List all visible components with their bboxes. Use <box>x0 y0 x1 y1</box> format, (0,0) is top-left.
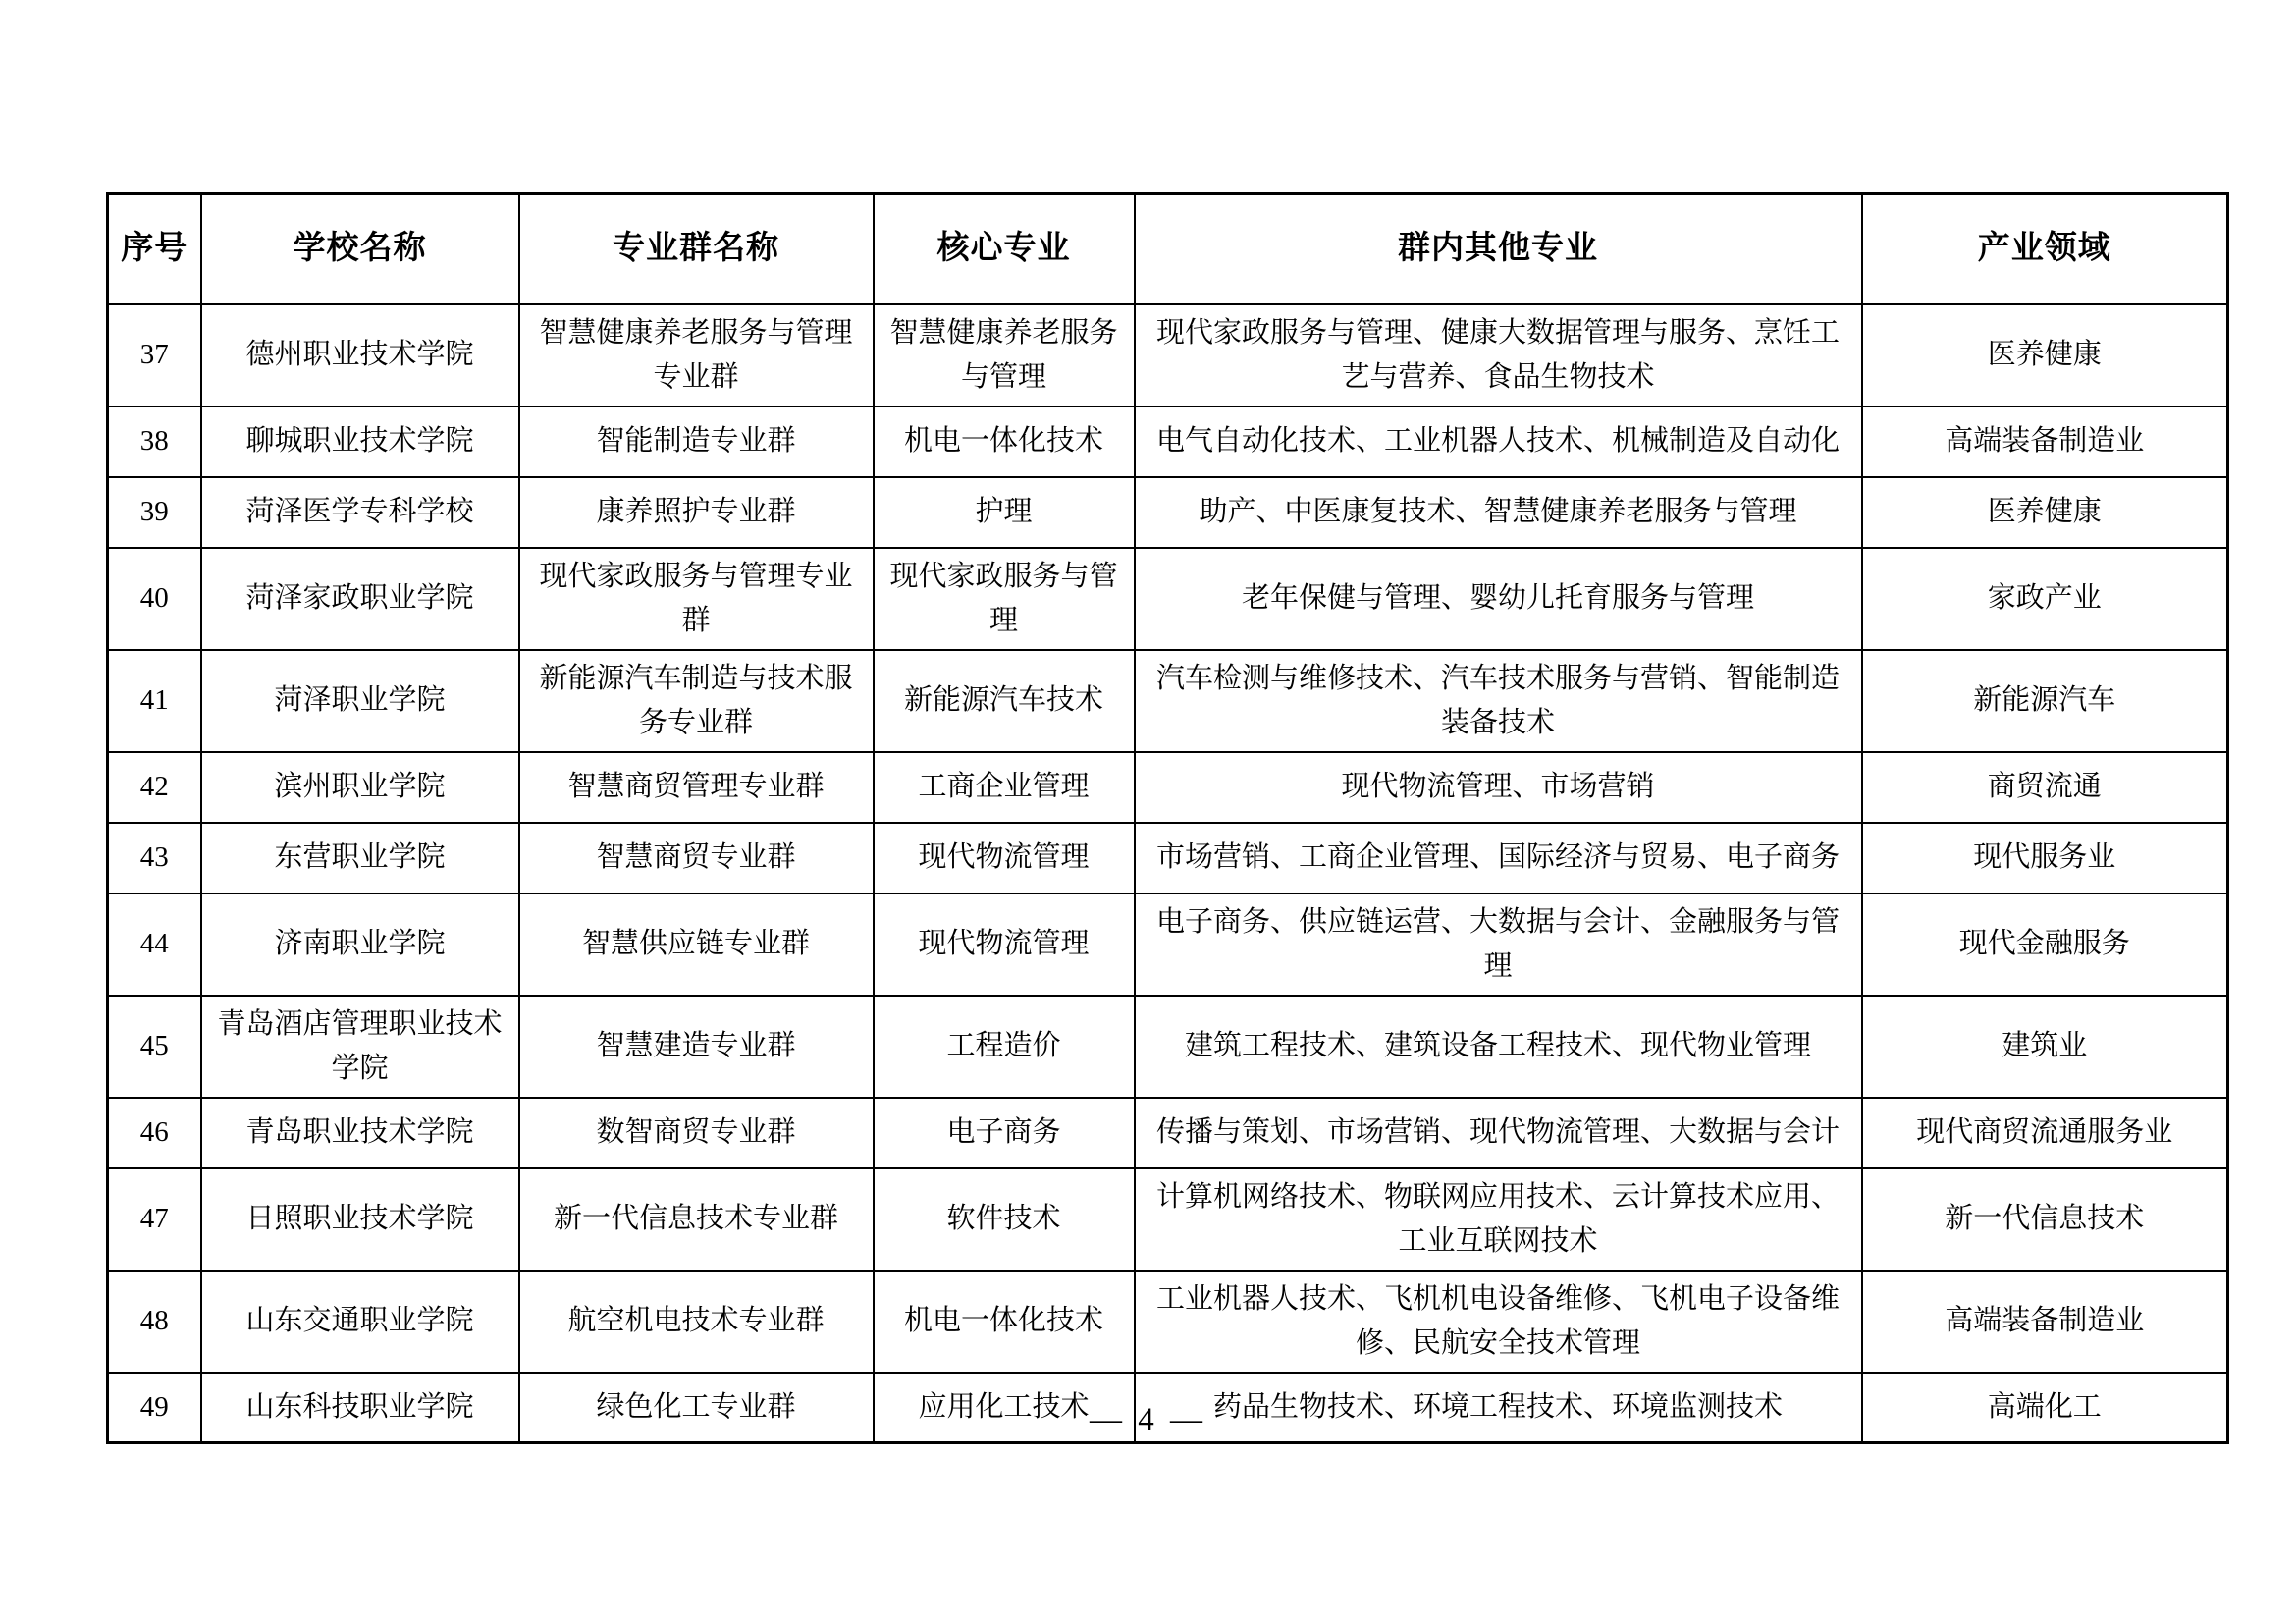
cell-others: 计算机网络技术、物联网应用技术、云计算技术应用、工业互联网技术 <box>1135 1168 1862 1271</box>
column-header-school: 学校名称 <box>201 194 519 304</box>
cell-others: 现代物流管理、市场营销 <box>1135 752 1862 823</box>
cell-industry: 家政产业 <box>1862 548 2228 650</box>
page-number: — 4 — <box>1090 1402 1206 1437</box>
cell-group: 智慧商贸专业群 <box>519 823 874 893</box>
cell-others: 市场营销、工商企业管理、国际经济与贸易、电子商务 <box>1135 823 1862 893</box>
cell-core: 现代物流管理 <box>874 823 1135 893</box>
column-header-group: 专业群名称 <box>519 194 874 304</box>
table-row <box>108 996 2228 1098</box>
table-row <box>108 548 2228 650</box>
cell-industry: 现代服务业 <box>1862 823 2228 893</box>
cell-school: 济南职业学院 <box>201 893 519 996</box>
cell-others: 现代家政服务与管理、健康大数据管理与服务、烹饪工艺与营养、食品生物技术 <box>1135 304 1862 406</box>
table-row <box>108 1168 2228 1271</box>
cell-school: 滨州职业学院 <box>201 752 519 823</box>
cell-core: 新能源汽车技术 <box>874 650 1135 752</box>
cell-others: 电子商务、供应链运营、大数据与会计、金融服务与管理 <box>1135 893 1862 996</box>
cell-others: 工业机器人技术、飞机机电设备维修、飞机电子设备维修、民航安全技术管理 <box>1135 1271 1862 1373</box>
cell-school: 菏泽职业学院 <box>201 650 519 752</box>
cell-no: 37 <box>108 304 201 406</box>
cell-school: 德州职业技术学院 <box>201 304 519 406</box>
cell-industry: 新能源汽车 <box>1862 650 2228 752</box>
cell-core: 电子商务 <box>874 1098 1135 1168</box>
cell-group: 航空机电技术专业群 <box>519 1271 874 1373</box>
cell-group: 新一代信息技术专业群 <box>519 1168 874 1271</box>
cell-group: 绿色化工专业群 <box>519 1373 874 1443</box>
cell-school: 山东科技职业学院 <box>201 1373 519 1443</box>
cell-core: 智慧健康养老服务与管理 <box>874 304 1135 406</box>
cell-school: 山东交通职业学院 <box>201 1271 519 1373</box>
cell-core: 工程造价 <box>874 996 1135 1098</box>
cell-no: 43 <box>108 823 201 893</box>
cell-group: 智慧供应链专业群 <box>519 893 874 996</box>
table-row <box>108 650 2228 752</box>
majors-table <box>106 192 2229 1444</box>
cell-industry: 高端装备制造业 <box>1862 406 2228 477</box>
cell-industry: 医养健康 <box>1862 477 2228 548</box>
cell-school: 聊城职业技术学院 <box>201 406 519 477</box>
cell-industry: 现代商贸流通服务业 <box>1862 1098 2228 1168</box>
cell-no: 47 <box>108 1168 201 1271</box>
cell-others: 建筑工程技术、建筑设备工程技术、现代物业管理 <box>1135 996 1862 1098</box>
cell-no: 48 <box>108 1271 201 1373</box>
cell-core: 应用化工技术 <box>874 1373 1135 1443</box>
table-row <box>108 1098 2228 1168</box>
cell-no: 42 <box>108 752 201 823</box>
cell-core: 现代家政服务与管理 <box>874 548 1135 650</box>
table-row <box>108 304 2228 406</box>
cell-industry: 新一代信息技术 <box>1862 1168 2228 1271</box>
cell-school: 菏泽家政职业学院 <box>201 548 519 650</box>
cell-core: 现代物流管理 <box>874 893 1135 996</box>
cell-group: 康养照护专业群 <box>519 477 874 548</box>
table-row <box>108 477 2228 548</box>
cell-no: 44 <box>108 893 201 996</box>
cell-industry: 商贸流通 <box>1862 752 2228 823</box>
column-header-others: 群内其他专业 <box>1135 194 1862 304</box>
cell-group: 现代家政服务与管理专业群 <box>519 548 874 650</box>
cell-group: 新能源汽车制造与技术服务专业群 <box>519 650 874 752</box>
cell-school: 菏泽医学专科学校 <box>201 477 519 548</box>
cell-industry: 医养健康 <box>1862 304 2228 406</box>
cell-core: 工商企业管理 <box>874 752 1135 823</box>
column-header-core: 核心专业 <box>874 194 1135 304</box>
cell-industry: 建筑业 <box>1862 996 2228 1098</box>
table-row <box>108 752 2228 823</box>
cell-others: 药品生物技术、环境工程技术、环境监测技术 <box>1135 1373 1862 1443</box>
cell-core: 软件技术 <box>874 1168 1135 1271</box>
cell-group: 智慧健康养老服务与管理专业群 <box>519 304 874 406</box>
cell-core: 机电一体化技术 <box>874 1271 1135 1373</box>
table-row <box>108 1271 2228 1373</box>
cell-others: 传播与策划、市场营销、现代物流管理、大数据与会计 <box>1135 1098 1862 1168</box>
cell-core: 护理 <box>874 477 1135 548</box>
cell-no: 41 <box>108 650 201 752</box>
table-row <box>108 893 2228 996</box>
cell-group: 数智商贸专业群 <box>519 1098 874 1168</box>
column-header-no: 序号 <box>108 194 201 304</box>
cell-others: 汽车检测与维修技术、汽车技术服务与营销、智能制造装备技术 <box>1135 650 1862 752</box>
cell-no: 38 <box>108 406 201 477</box>
cell-industry: 现代金融服务 <box>1862 893 2228 996</box>
cell-group: 智慧建造专业群 <box>519 996 874 1098</box>
table-row <box>108 823 2228 893</box>
cell-no: 46 <box>108 1098 201 1168</box>
cell-school: 东营职业学院 <box>201 823 519 893</box>
cell-group: 智慧商贸管理专业群 <box>519 752 874 823</box>
cell-industry: 高端装备制造业 <box>1862 1271 2228 1373</box>
cell-no: 49 <box>108 1373 201 1443</box>
cell-no: 45 <box>108 996 201 1098</box>
cell-no: 39 <box>108 477 201 548</box>
cell-others: 助产、中医康复技术、智慧健康养老服务与管理 <box>1135 477 1862 548</box>
column-header-industry: 产业领域 <box>1862 194 2228 304</box>
header-row <box>108 194 2228 304</box>
table-row <box>108 406 2228 477</box>
cell-school: 青岛职业技术学院 <box>201 1098 519 1168</box>
cell-school: 青岛酒店管理职业技术学院 <box>201 996 519 1098</box>
cell-industry: 高端化工 <box>1862 1373 2228 1443</box>
cell-group: 智能制造专业群 <box>519 406 874 477</box>
cell-core: 机电一体化技术 <box>874 406 1135 477</box>
cell-others: 电气自动化技术、工业机器人技术、机械制造及自动化 <box>1135 406 1862 477</box>
cell-school: 日照职业技术学院 <box>201 1168 519 1271</box>
cell-others: 老年保健与管理、婴幼儿托育服务与管理 <box>1135 548 1862 650</box>
cell-no: 40 <box>108 548 201 650</box>
